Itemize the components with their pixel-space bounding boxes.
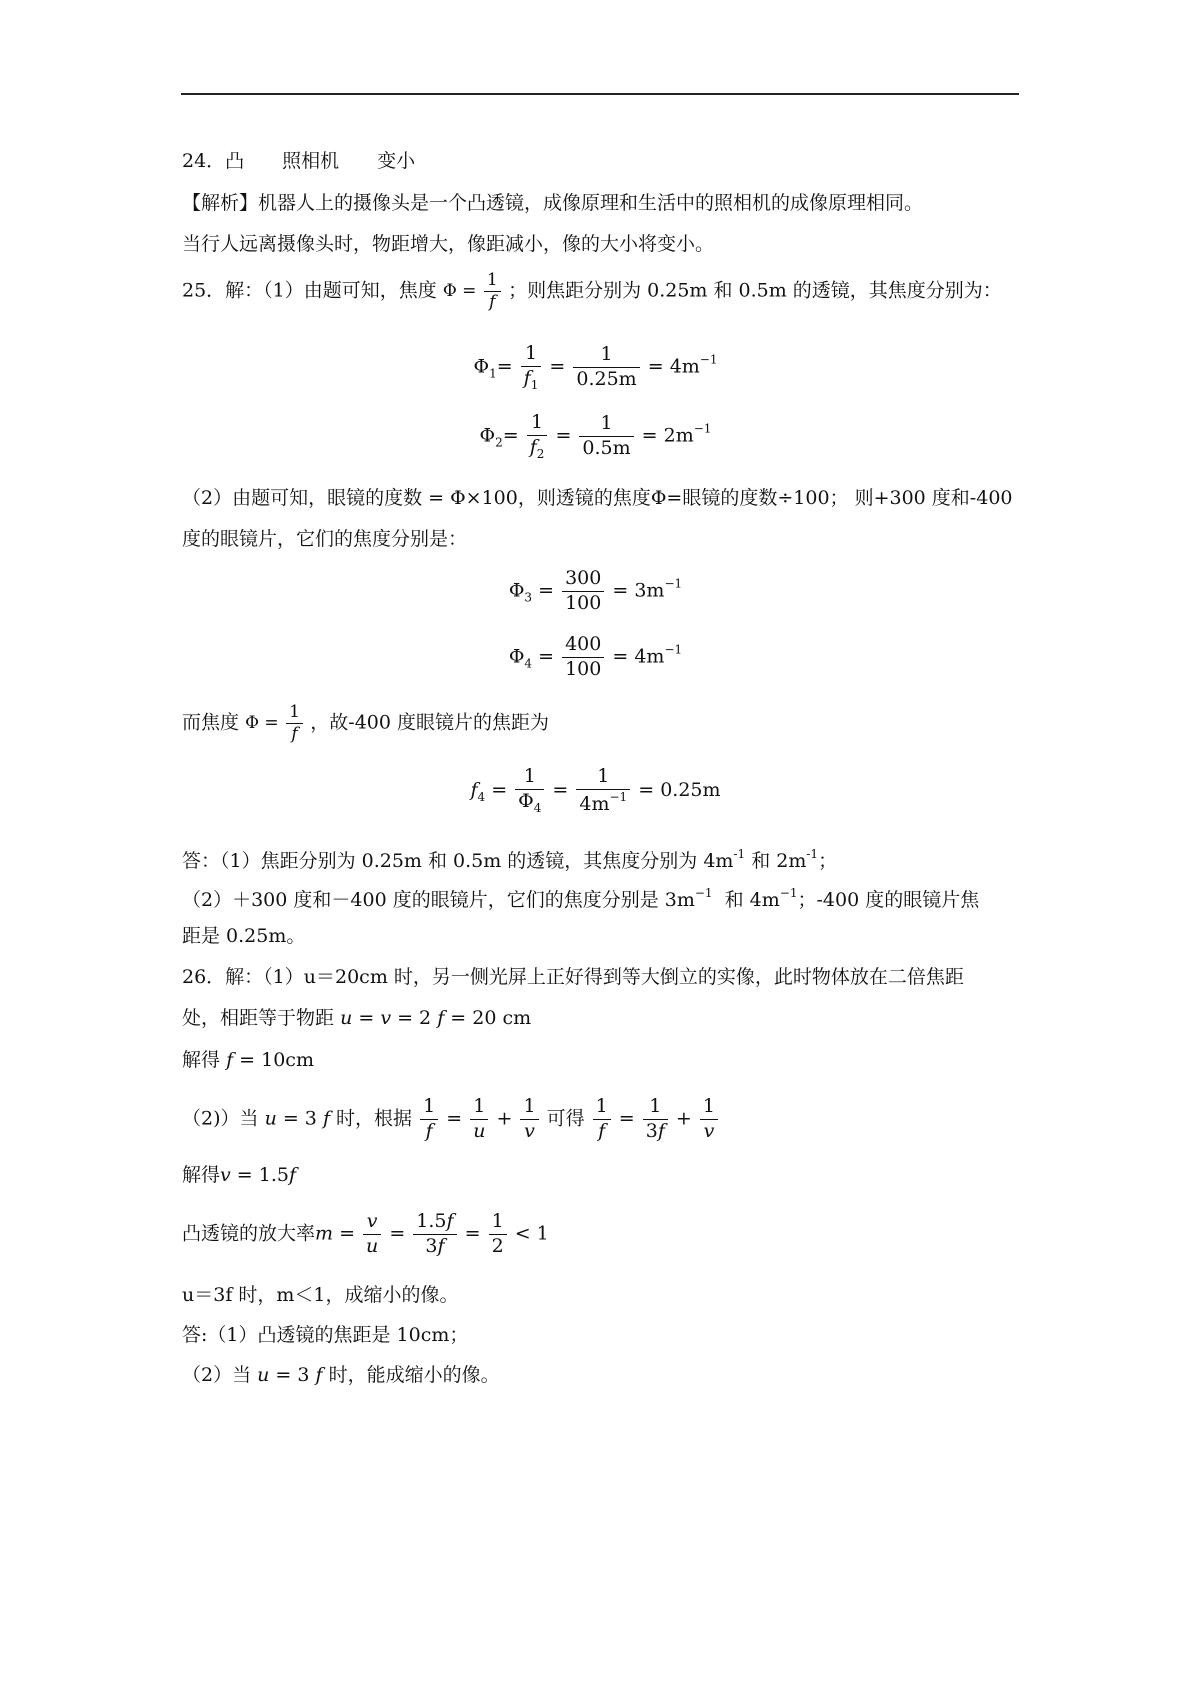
q25-answer1: 答：（1）焦距分别为 0.25m 和 0.5m 的透镜，其焦度分别为 $4m^{-1}$ 和 $2m^{-1}$； bbox=[182, 847, 838, 872]
q26-line5: 解得v = 1.5f bbox=[182, 1164, 297, 1186]
q25-part2-line1: （2）由题可知，眼镜的度数 = Φ×100，则透镜的焦度Φ=眼镜的度数÷100； 则+300 度和-400 bbox=[182, 487, 1013, 509]
q25-eq4: $\Phi_4$ = $\frac{400}{100}$ = $4m^{-1}$ bbox=[508, 633, 683, 680]
q24-analysis-line2: 当行人远离摄像头时，物距增大，像距减小，像的大小将变小。 bbox=[182, 233, 715, 255]
q25-eq3: $\Phi_3$ = $\frac{300}{100}$ = $3m^{-1}$ bbox=[508, 567, 683, 614]
q25-line1 bbox=[182, 270, 1002, 314]
q25-line1-text-a: 25．解：（1）由题可知，焦度 bbox=[182, 279, 437, 302]
q26-line1: 26．解：（1）u＝20cm 时，另一侧光屏上正好得到等大倒立的实像，此时物体放在二倍焦距 bbox=[182, 966, 964, 988]
q25-line1-text-b: ；则焦距分别为 0.25m 和 0.5m 的透镜，其焦度分别为： bbox=[508, 279, 1002, 302]
header-rule bbox=[181, 93, 1019, 95]
q24-answer: 24．凸 照相机 变小 bbox=[182, 150, 416, 172]
q25-answer2-cont: 距是 0.25m。 bbox=[182, 925, 306, 947]
q24-analysis-line1: 【解析】机器人上的摄像头是一个凸透镜，成像原理和生活中的照相机的成像原理相同。 bbox=[182, 192, 924, 214]
q26-line7: u＝3f 时，m＜1，成缩小的像。 bbox=[182, 1284, 459, 1306]
q25-phi-def: Φ = $\frac{1}{f}$ bbox=[443, 281, 508, 301]
q25-eq5: $f_4$ = $\frac{1}{\Phi_4}$ = $\frac{1}{4m^{-1}}$ = 0.25m bbox=[470, 765, 721, 816]
q26-line3: 解得 f = 10cm bbox=[182, 1049, 314, 1071]
q26-answer2: （2）当 u = 3 f 时，能成缩小的像。 bbox=[182, 1364, 500, 1386]
q26-line2: 处，相距等于物距 u = v = 2 f = 20 cm bbox=[182, 1007, 532, 1029]
q25-focal-line: 而焦度 Φ = $\frac{1}{f}$ ，故-400 度眼镜片的焦距为 bbox=[182, 702, 550, 745]
q25-answer2: （2）＋300 度和－400 度的眼镜片，它们的焦度分别是 $3m^{-1}$ 和 $4m^{-1}$；-400 度的眼镜片焦 bbox=[182, 886, 980, 911]
q26-line6: 凸透镜的放大率m = $\frac{v}{u}$ = $\frac{1.5f}{3f}$ = $\frac{1}{2}$ < 1 bbox=[182, 1210, 549, 1257]
q25-eq1: $\Phi_1=$ $\frac{1}{f_1}$ = $\frac{1}{0.25m}$ = $4m^{-1}$ bbox=[473, 342, 718, 392]
q26-answer1: 答:（1）凸透镜的焦距是 10cm； bbox=[182, 1324, 469, 1346]
q26-line4: （2)）当 u = 3 f 时，根据 $\frac{1}{f}$ = $\frac{1}{u}$ + $\frac{1}{v}$ 可得 $\frac{1}{f}$ = $\frac{1}{3f}$ + $\frac{1}{v}$ bbox=[182, 1095, 720, 1144]
q25-part2-line2: 度的眼镜片，它们的焦度分别是： bbox=[182, 528, 468, 550]
q25-eq2: $\Phi_2=$ $\frac{1}{f_2}$ = $\frac{1}{0.5m}$ = $2m^{-1}$ bbox=[479, 411, 712, 461]
